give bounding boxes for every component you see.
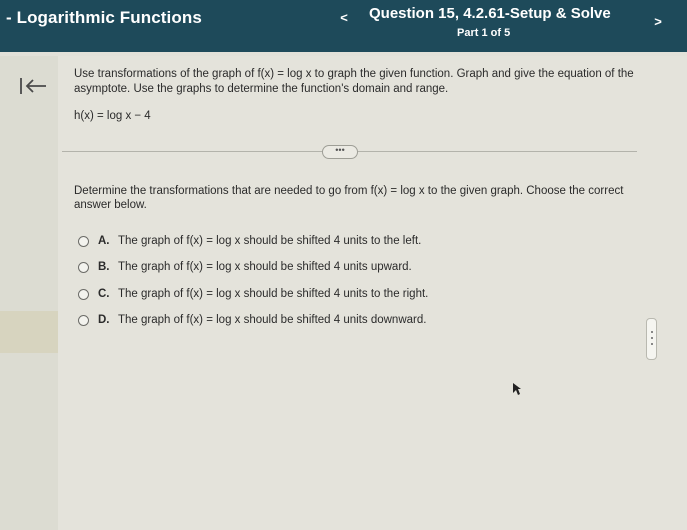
sidebar-band bbox=[0, 311, 58, 353]
option-text: The graph of f(x) = log x should be shifted 4 units upward. bbox=[118, 261, 412, 273]
option-letter: D. bbox=[98, 314, 110, 326]
next-question-button[interactable]: > bbox=[654, 14, 662, 29]
back-button[interactable] bbox=[18, 75, 48, 97]
radio-button[interactable] bbox=[78, 236, 89, 247]
option-text: The graph of f(x) = log x should be shifted 4 units to the left. bbox=[118, 235, 422, 247]
prev-question-button[interactable]: < bbox=[340, 10, 348, 25]
mouse-cursor-icon bbox=[512, 382, 522, 396]
scroll-handle-icon[interactable] bbox=[646, 318, 657, 360]
radio-button[interactable] bbox=[78, 262, 89, 273]
left-sidebar bbox=[0, 56, 58, 530]
option-text: The graph of f(x) = log x should be shifted 4 units to the right. bbox=[118, 288, 429, 300]
radio-button[interactable] bbox=[78, 289, 89, 300]
part-label: Part 1 of 5 bbox=[457, 27, 511, 39]
radio-button[interactable] bbox=[78, 315, 89, 326]
option-text: The graph of f(x) = log x should be shifted 4 units downward. bbox=[118, 314, 427, 326]
header-bar bbox=[0, 0, 687, 52]
back-arrow-icon bbox=[18, 75, 48, 97]
more-button[interactable]: ••• bbox=[322, 145, 358, 159]
question-title: Question 15, 4.2.61-Setup & Solve bbox=[369, 5, 611, 22]
page-title: - Logarithmic Functions bbox=[6, 8, 202, 27]
given-function: h(x) = log x − 4 bbox=[74, 110, 151, 122]
option-letter: C. bbox=[98, 288, 110, 300]
problem-instructions: Use transformations of the graph of f(x) = log x to graph the given function. Graph and give the equation of the asymptote. Use the graphs to determine the function's domain and range. bbox=[74, 68, 634, 95]
question-prompt: Determine the transformations that are needed to go from f(x) = log x to the given graph. Choose the correct answer below. bbox=[74, 185, 624, 211]
option-letter: A. bbox=[98, 235, 110, 247]
option-letter: B. bbox=[98, 261, 110, 273]
